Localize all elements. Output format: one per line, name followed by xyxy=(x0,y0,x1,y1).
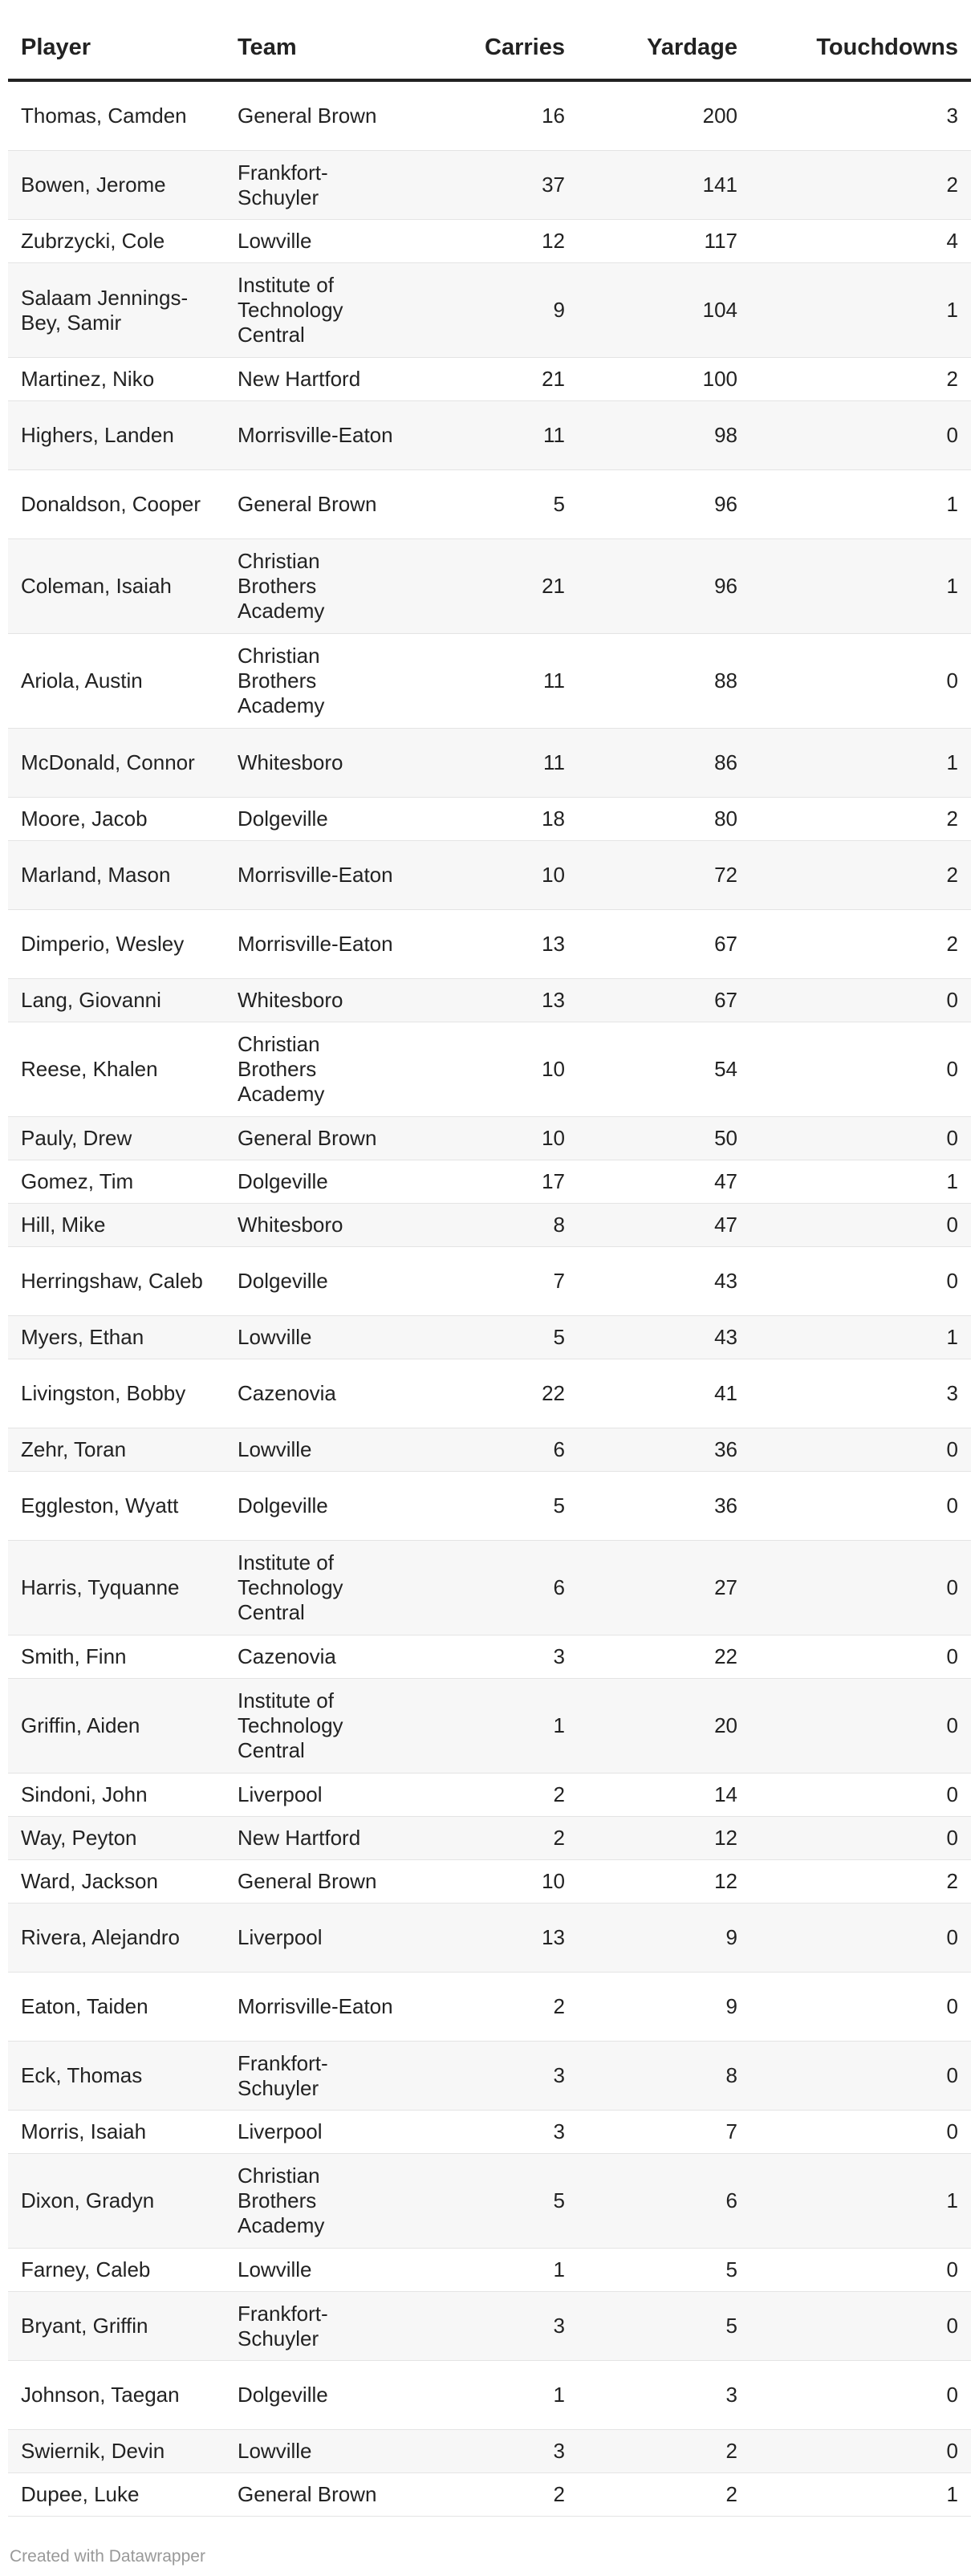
table-row xyxy=(8,1316,971,1359)
rushing-stats-table xyxy=(8,16,971,2517)
table-row xyxy=(8,151,971,220)
player-cell: Eggleston, Wyatt xyxy=(8,1472,225,1541)
table-row xyxy=(8,2473,971,2517)
table-header xyxy=(8,16,971,80)
team-cell: Liverpool xyxy=(225,1904,409,1973)
yardage-cell: 117 xyxy=(578,220,750,263)
team-cell: Morrisville-Eaton xyxy=(225,841,409,910)
yardage-cell: 47 xyxy=(578,1160,750,1204)
yardage-cell: 100 xyxy=(578,358,750,401)
player-cell: Zehr, Toran xyxy=(8,1428,225,1472)
team-cell: Morrisville-Eaton xyxy=(225,910,409,979)
team-cell: Dolgeville xyxy=(225,1247,409,1316)
carries-cell: 11 xyxy=(409,634,578,729)
player-cell: Ariola, Austin xyxy=(8,634,225,729)
team-cell: Whitesboro xyxy=(225,979,409,1022)
carries-cell: 37 xyxy=(409,151,578,220)
column-header-carries[interactable]: Carries xyxy=(409,16,578,80)
touchdowns-cell: 0 xyxy=(750,1904,971,1973)
table-row xyxy=(8,1635,971,1679)
team-cell: New Hartford xyxy=(225,1817,409,1860)
player-cell: Zubrzycki, Cole xyxy=(8,220,225,263)
carries-cell: 2 xyxy=(409,1774,578,1817)
yardage-cell: 80 xyxy=(578,798,750,841)
touchdowns-cell: 0 xyxy=(750,2042,971,2111)
touchdowns-cell: 0 xyxy=(750,1774,971,1817)
team-cell: Whitesboro xyxy=(225,1204,409,1247)
yardage-cell: 12 xyxy=(578,1860,750,1904)
carries-cell: 9 xyxy=(409,263,578,358)
touchdowns-cell: 1 xyxy=(750,539,971,634)
table-row xyxy=(8,1204,971,1247)
carries-cell: 10 xyxy=(409,1860,578,1904)
carries-cell: 1 xyxy=(409,2361,578,2430)
team-cell: Frankfort-Schuyler xyxy=(225,2292,409,2361)
team-cell: Dolgeville xyxy=(225,798,409,841)
touchdowns-cell: 0 xyxy=(750,401,971,470)
table-row xyxy=(8,729,971,798)
team-cell: Cazenovia xyxy=(225,1635,409,1679)
touchdowns-cell: 1 xyxy=(750,1316,971,1359)
player-cell: Johnson, Taegan xyxy=(8,2361,225,2430)
player-cell: Lang, Giovanni xyxy=(8,979,225,1022)
yardage-cell: 43 xyxy=(578,1316,750,1359)
team-cell: Dolgeville xyxy=(225,2361,409,2430)
touchdowns-cell: 1 xyxy=(750,2154,971,2249)
team-cell: Liverpool xyxy=(225,1774,409,1817)
touchdowns-cell: 2 xyxy=(750,798,971,841)
team-cell: Institute of Technology Central xyxy=(225,263,409,358)
touchdowns-cell: 0 xyxy=(750,1541,971,1635)
table-row xyxy=(8,910,971,979)
carries-cell: 10 xyxy=(409,1022,578,1117)
touchdowns-cell: 2 xyxy=(750,151,971,220)
touchdowns-cell: 0 xyxy=(750,1817,971,1860)
team-cell: General Brown xyxy=(225,470,409,539)
touchdowns-cell: 0 xyxy=(750,2430,971,2473)
yardage-cell: 14 xyxy=(578,1774,750,1817)
yardage-cell: 22 xyxy=(578,1635,750,1679)
player-cell: Dixon, Gradyn xyxy=(8,2154,225,2249)
table-row xyxy=(8,841,971,910)
carries-cell: 17 xyxy=(409,1160,578,1204)
table-row xyxy=(8,2430,971,2473)
yardage-cell: 200 xyxy=(578,80,750,151)
team-cell: General Brown xyxy=(225,2473,409,2517)
team-cell: Morrisville-Eaton xyxy=(225,1973,409,2042)
team-cell: Institute of Technology Central xyxy=(225,1679,409,1774)
table-row xyxy=(8,798,971,841)
carries-cell: 3 xyxy=(409,2430,578,2473)
team-cell: Cazenovia xyxy=(225,1359,409,1428)
yardage-cell: 88 xyxy=(578,634,750,729)
team-cell: Morrisville-Eaton xyxy=(225,401,409,470)
team-cell: Christian Brothers Academy xyxy=(225,1022,409,1117)
yardage-cell: 67 xyxy=(578,910,750,979)
table-row xyxy=(8,1860,971,1904)
player-cell: Rivera, Alejandro xyxy=(8,1904,225,1973)
team-cell: Lowville xyxy=(225,1428,409,1472)
table-row xyxy=(8,979,971,1022)
touchdowns-cell: 0 xyxy=(750,1679,971,1774)
player-cell: Farney, Caleb xyxy=(8,2249,225,2292)
yardage-cell: 12 xyxy=(578,1817,750,1860)
carries-cell: 22 xyxy=(409,1359,578,1428)
table-row xyxy=(8,358,971,401)
player-cell: Herringshaw, Caleb xyxy=(8,1247,225,1316)
touchdowns-cell: 2 xyxy=(750,1860,971,1904)
table-row xyxy=(8,1679,971,1774)
table-row xyxy=(8,2154,971,2249)
table-row xyxy=(8,2042,971,2111)
player-cell: Pauly, Drew xyxy=(8,1117,225,1160)
carries-cell: 1 xyxy=(409,1679,578,1774)
carries-cell: 3 xyxy=(409,2042,578,2111)
team-cell: Lowville xyxy=(225,2249,409,2292)
table-row xyxy=(8,1774,971,1817)
yardage-cell: 8 xyxy=(578,2042,750,2111)
player-cell: Highers, Landen xyxy=(8,401,225,470)
column-header-player[interactable]: Player xyxy=(8,16,225,80)
touchdowns-cell: 3 xyxy=(750,1359,971,1428)
yardage-cell: 43 xyxy=(578,1247,750,1316)
touchdowns-cell: 3 xyxy=(750,80,971,151)
carries-cell: 2 xyxy=(409,1973,578,2042)
yardage-cell: 36 xyxy=(578,1472,750,1541)
yardage-cell: 98 xyxy=(578,401,750,470)
table-row xyxy=(8,1541,971,1635)
team-cell: Lowville xyxy=(225,2430,409,2473)
touchdowns-cell: 0 xyxy=(750,2292,971,2361)
player-cell: Sindoni, John xyxy=(8,1774,225,1817)
yardage-cell: 104 xyxy=(578,263,750,358)
carries-cell: 13 xyxy=(409,910,578,979)
player-cell: Smith, Finn xyxy=(8,1635,225,1679)
carries-cell: 5 xyxy=(409,470,578,539)
table-row xyxy=(8,1247,971,1316)
yardage-cell: 7 xyxy=(578,2111,750,2154)
touchdowns-cell: 0 xyxy=(750,1428,971,1472)
yardage-cell: 5 xyxy=(578,2249,750,2292)
touchdowns-cell: 0 xyxy=(750,979,971,1022)
yardage-cell: 47 xyxy=(578,1204,750,1247)
table-row xyxy=(8,1904,971,1973)
carries-cell: 7 xyxy=(409,1247,578,1316)
team-cell: Christian Brothers Academy xyxy=(225,539,409,634)
player-cell: Hill, Mike xyxy=(8,1204,225,1247)
player-cell: Reese, Khalen xyxy=(8,1022,225,1117)
player-cell: Eaton, Taiden xyxy=(8,1973,225,2042)
player-cell: Livingston, Bobby xyxy=(8,1359,225,1428)
table-row xyxy=(8,1022,971,1117)
touchdowns-cell: 0 xyxy=(750,1635,971,1679)
footer-credit: Created with Datawrapper xyxy=(10,2547,205,2566)
table-row xyxy=(8,1973,971,2042)
player-cell: Martinez, Niko xyxy=(8,358,225,401)
column-header-yardage[interactable]: Yardage xyxy=(578,16,750,80)
touchdowns-cell: 2 xyxy=(750,841,971,910)
touchdowns-cell: 0 xyxy=(750,1973,971,2042)
table-row xyxy=(8,2292,971,2361)
player-cell: Marland, Mason xyxy=(8,841,225,910)
carries-cell: 3 xyxy=(409,2111,578,2154)
yardage-cell: 2 xyxy=(578,2473,750,2517)
carries-cell: 13 xyxy=(409,1904,578,1973)
carries-cell: 2 xyxy=(409,2473,578,2517)
table-row xyxy=(8,401,971,470)
carries-cell: 21 xyxy=(409,358,578,401)
yardage-cell: 2 xyxy=(578,2430,750,2473)
player-cell: Gomez, Tim xyxy=(8,1160,225,1204)
yardage-cell: 86 xyxy=(578,729,750,798)
carries-cell: 1 xyxy=(409,2249,578,2292)
player-cell: Salaam Jennings-Bey, Samir xyxy=(8,263,225,358)
player-cell: Morris, Isaiah xyxy=(8,2111,225,2154)
yardage-cell: 72 xyxy=(578,841,750,910)
team-cell: Lowville xyxy=(225,1316,409,1359)
yardage-cell: 5 xyxy=(578,2292,750,2361)
player-cell: Myers, Ethan xyxy=(8,1316,225,1359)
carries-cell: 16 xyxy=(409,80,578,151)
team-cell: General Brown xyxy=(225,80,409,151)
table-row xyxy=(8,220,971,263)
carries-cell: 3 xyxy=(409,2292,578,2361)
table-row xyxy=(8,263,971,358)
player-cell: Coleman, Isaiah xyxy=(8,539,225,634)
team-cell: Dolgeville xyxy=(225,1160,409,1204)
team-cell: Frankfort-Schuyler xyxy=(225,151,409,220)
touchdowns-cell: 0 xyxy=(750,2249,971,2292)
column-header-team[interactable]: Team xyxy=(225,16,409,80)
player-cell: Thomas, Camden xyxy=(8,80,225,151)
yardage-cell: 41 xyxy=(578,1359,750,1428)
carries-cell: 11 xyxy=(409,401,578,470)
team-cell: Dolgeville xyxy=(225,1472,409,1541)
carries-cell: 5 xyxy=(409,1316,578,1359)
touchdowns-cell: 0 xyxy=(750,1204,971,1247)
touchdowns-cell: 0 xyxy=(750,634,971,729)
yardage-cell: 6 xyxy=(578,2154,750,2249)
carries-cell: 8 xyxy=(409,1204,578,1247)
column-header-touchdowns[interactable]: Touchdowns xyxy=(750,16,971,80)
table-row xyxy=(8,1160,971,1204)
yardage-cell: 54 xyxy=(578,1022,750,1117)
table-body xyxy=(8,80,971,2517)
touchdowns-cell: 2 xyxy=(750,358,971,401)
team-cell: Institute of Technology Central xyxy=(225,1541,409,1635)
table-row xyxy=(8,634,971,729)
yardage-cell: 96 xyxy=(578,539,750,634)
player-cell: Donaldson, Cooper xyxy=(8,470,225,539)
player-cell: Dupee, Luke xyxy=(8,2473,225,2517)
touchdowns-cell: 2 xyxy=(750,910,971,979)
player-cell: Harris, Tyquanne xyxy=(8,1541,225,1635)
table-row xyxy=(8,1359,971,1428)
player-cell: Griffin, Aiden xyxy=(8,1679,225,1774)
table-row xyxy=(8,539,971,634)
touchdowns-cell: 0 xyxy=(750,2361,971,2430)
yardage-cell: 36 xyxy=(578,1428,750,1472)
carries-cell: 11 xyxy=(409,729,578,798)
team-cell: Frankfort-Schuyler xyxy=(225,2042,409,2111)
yardage-cell: 3 xyxy=(578,2361,750,2430)
team-cell: New Hartford xyxy=(225,358,409,401)
yardage-cell: 27 xyxy=(578,1541,750,1635)
touchdowns-cell: 1 xyxy=(750,263,971,358)
team-cell: Liverpool xyxy=(225,2111,409,2154)
carries-cell: 13 xyxy=(409,979,578,1022)
table-row xyxy=(8,1117,971,1160)
yardage-cell: 141 xyxy=(578,151,750,220)
touchdowns-cell: 4 xyxy=(750,220,971,263)
team-cell: Lowville xyxy=(225,220,409,263)
player-cell: Ward, Jackson xyxy=(8,1860,225,1904)
carries-cell: 21 xyxy=(409,539,578,634)
yardage-cell: 9 xyxy=(578,1904,750,1973)
team-cell: General Brown xyxy=(225,1117,409,1160)
player-cell: Eck, Thomas xyxy=(8,2042,225,2111)
table-row xyxy=(8,2249,971,2292)
carries-cell: 18 xyxy=(409,798,578,841)
player-cell: Way, Peyton xyxy=(8,1817,225,1860)
touchdowns-cell: 1 xyxy=(750,1160,971,1204)
yardage-cell: 96 xyxy=(578,470,750,539)
table-row xyxy=(8,470,971,539)
touchdowns-cell: 1 xyxy=(750,729,971,798)
touchdowns-cell: 0 xyxy=(750,1022,971,1117)
carries-cell: 5 xyxy=(409,1472,578,1541)
carries-cell: 10 xyxy=(409,1117,578,1160)
touchdowns-cell: 1 xyxy=(750,470,971,539)
table-row xyxy=(8,1428,971,1472)
table-row xyxy=(8,2111,971,2154)
table-row xyxy=(8,80,971,151)
team-cell: General Brown xyxy=(225,1860,409,1904)
carries-cell: 5 xyxy=(409,2154,578,2249)
table-row xyxy=(8,1817,971,1860)
header-row xyxy=(8,16,971,80)
player-cell: McDonald, Connor xyxy=(8,729,225,798)
table-row xyxy=(8,2361,971,2430)
touchdowns-cell: 1 xyxy=(750,2473,971,2517)
carries-cell: 3 xyxy=(409,1635,578,1679)
touchdowns-cell: 0 xyxy=(750,1472,971,1541)
touchdowns-cell: 0 xyxy=(750,1117,971,1160)
player-cell: Swiernik, Devin xyxy=(8,2430,225,2473)
player-cell: Bryant, Griffin xyxy=(8,2292,225,2361)
yardage-cell: 67 xyxy=(578,979,750,1022)
carries-cell: 2 xyxy=(409,1817,578,1860)
team-cell: Christian Brothers Academy xyxy=(225,2154,409,2249)
player-cell: Bowen, Jerome xyxy=(8,151,225,220)
player-cell: Dimperio, Wesley xyxy=(8,910,225,979)
carries-cell: 6 xyxy=(409,1541,578,1635)
touchdowns-cell: 0 xyxy=(750,2111,971,2154)
yardage-cell: 9 xyxy=(578,1973,750,2042)
table-row xyxy=(8,1472,971,1541)
carries-cell: 12 xyxy=(409,220,578,263)
carries-cell: 10 xyxy=(409,841,578,910)
player-cell: Moore, Jacob xyxy=(8,798,225,841)
yardage-cell: 20 xyxy=(578,1679,750,1774)
yardage-cell: 50 xyxy=(578,1117,750,1160)
carries-cell: 6 xyxy=(409,1428,578,1472)
team-cell: Whitesboro xyxy=(225,729,409,798)
team-cell: Christian Brothers Academy xyxy=(225,634,409,729)
touchdowns-cell: 0 xyxy=(750,1247,971,1316)
